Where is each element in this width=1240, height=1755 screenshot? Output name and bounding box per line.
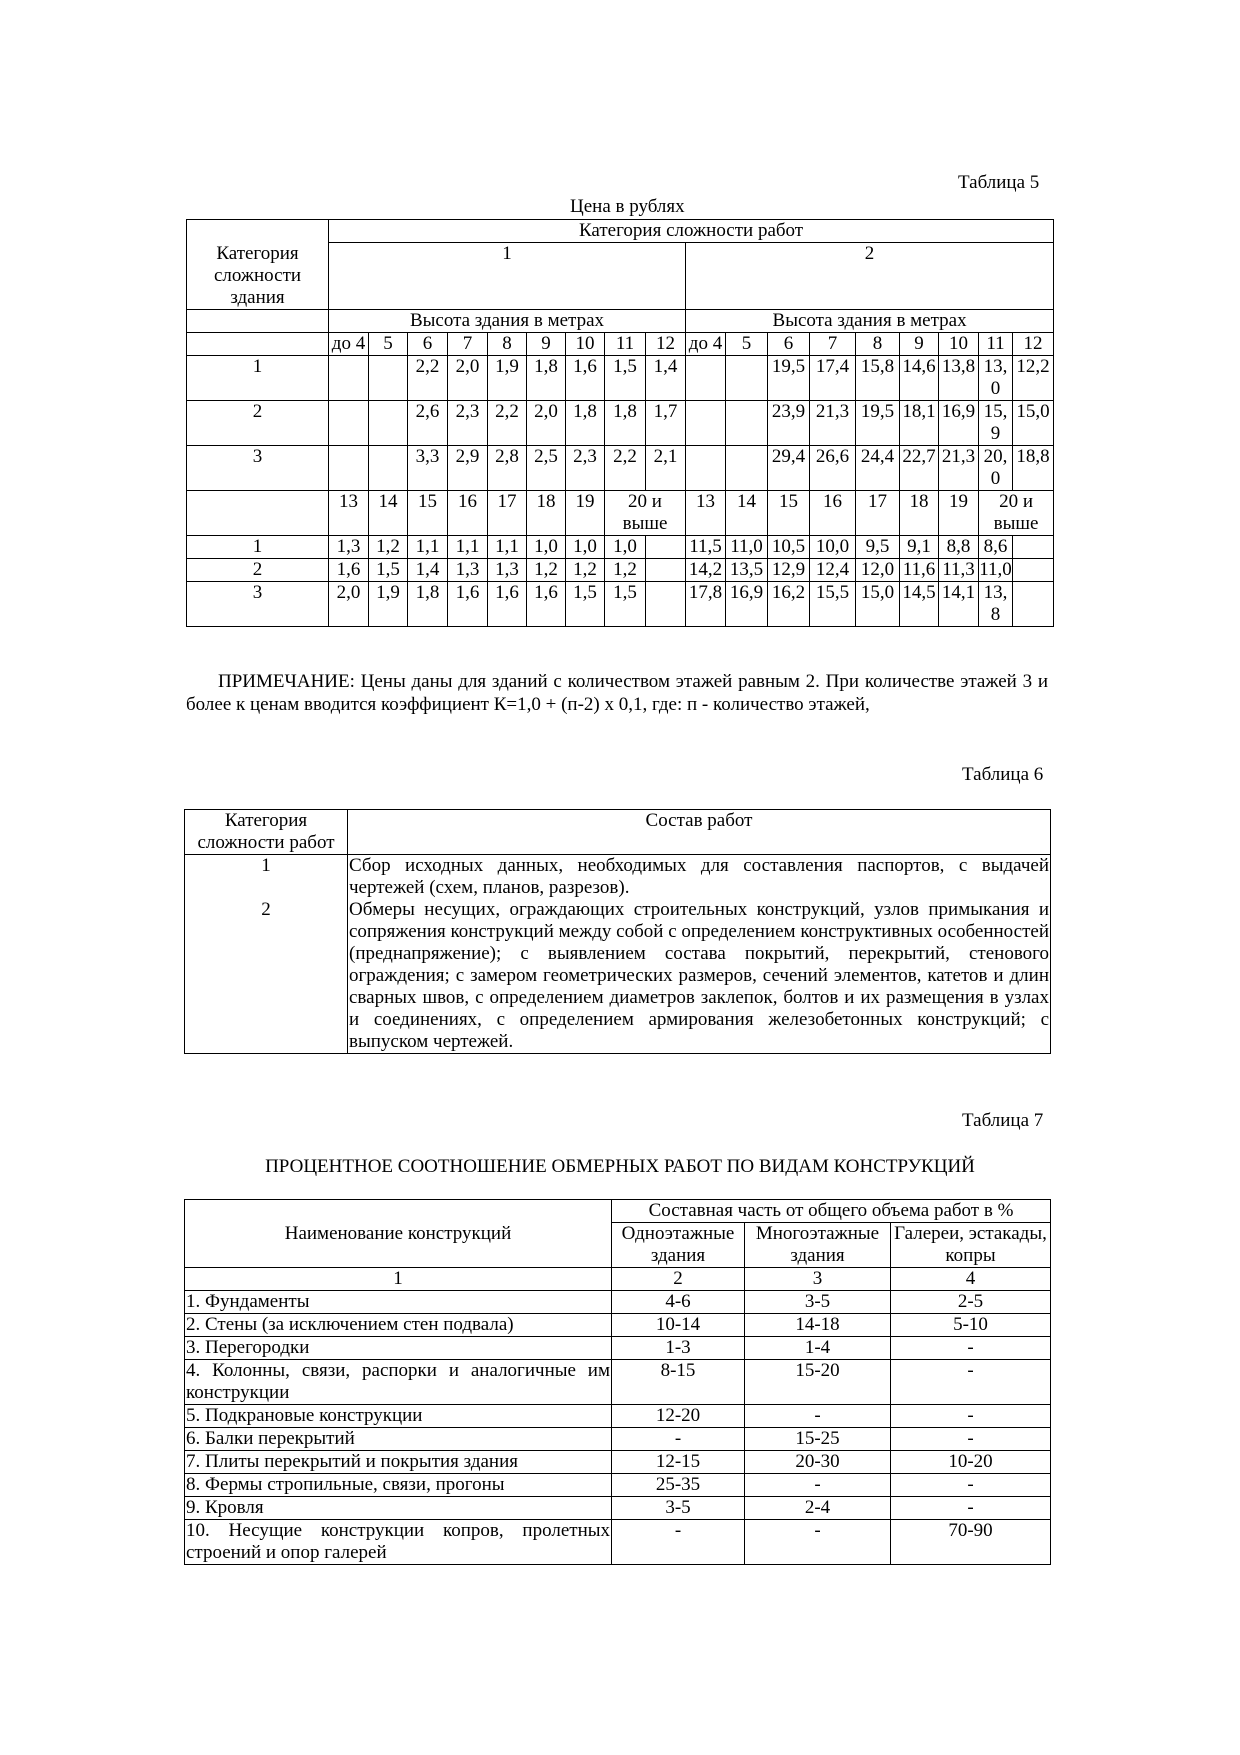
- t5-price-cell: [369, 400, 408, 445]
- t6-header-composition: Состав работ: [348, 810, 1051, 855]
- t5-height: 20 и выше: [979, 490, 1054, 535]
- t5-row-category: 2: [187, 558, 329, 581]
- t5-price-cell: 12,9: [768, 558, 810, 581]
- t5-price-cell: 14,1: [939, 581, 979, 626]
- t5-height: 5: [726, 332, 768, 355]
- t5-price-cell: 21,3: [939, 445, 979, 490]
- t5-row-category: 2: [187, 400, 329, 445]
- t7-row-galleries: 70-90: [891, 1520, 1051, 1565]
- t7-row-name: 4. Колонны, связи, распорки и аналогичные им конструкции: [186, 1360, 610, 1403]
- t5-price-cell: 2,9: [448, 445, 488, 490]
- t5-price-cell: 19,5: [856, 400, 900, 445]
- t5-price-cell: 12,0: [856, 558, 900, 581]
- t5-height: 8: [488, 332, 527, 355]
- t5-price-cell: 1,0: [566, 535, 605, 558]
- table-row: [187, 535, 1054, 558]
- table-row: [185, 1360, 1051, 1405]
- t7-row-galleries: -: [891, 1428, 1051, 1451]
- t7-row-single-storey: 12-15: [612, 1451, 745, 1474]
- t7-row-single-storey: -: [612, 1428, 745, 1451]
- t5-height: 13: [329, 490, 369, 535]
- t5-price-cell: 16,9: [726, 581, 768, 626]
- t5-price-cell: [646, 535, 686, 558]
- t5-header-col2: 2: [686, 243, 1054, 310]
- t5-height: 17: [488, 490, 527, 535]
- t5-price-cell: 1,7: [646, 400, 686, 445]
- t5-price-cell: 2,0: [527, 400, 566, 445]
- t5-price-cell: 22,7: [900, 445, 939, 490]
- t5-price-cell: 2,0: [329, 581, 369, 626]
- t5-price-cell: 1,3: [488, 558, 527, 581]
- table-row: [187, 355, 1054, 400]
- t5-price-cell: 1,2: [605, 558, 646, 581]
- t5-price-cell: 1,8: [527, 355, 566, 400]
- t5-price-cell: 1,2: [566, 558, 605, 581]
- t5-height: 14: [726, 490, 768, 535]
- t5-height: 11: [979, 332, 1013, 355]
- t5-price-cell: 14,2: [686, 558, 726, 581]
- t5-price-cell: 2,5: [527, 445, 566, 490]
- table-row: [185, 1291, 1051, 1314]
- t5-price-cell: 1,3: [448, 558, 488, 581]
- t5-price-cell: 1,1: [408, 535, 448, 558]
- t5-price-cell: 14,5: [900, 581, 939, 626]
- t5-price-cell: [686, 400, 726, 445]
- t5-price-cell: 16,2: [768, 581, 810, 626]
- t5-price-cell: 8,6: [979, 535, 1013, 558]
- t5-price-cell: 1,9: [369, 581, 408, 626]
- t5-height: 17: [856, 490, 900, 535]
- t7-row-single-storey: 8-15: [612, 1360, 745, 1405]
- t5-price-cell: 2,3: [566, 445, 605, 490]
- t5-price-cell: 12,2: [1013, 355, 1054, 400]
- t5-price-cell: 15,9: [979, 400, 1013, 445]
- t6-header-category: Категория сложности работ: [185, 810, 348, 855]
- table-row: [185, 1428, 1051, 1451]
- t5-price-cell: 14,6: [900, 355, 939, 400]
- t7-row-galleries: -: [891, 1360, 1051, 1405]
- t5-price-cell: 1,4: [408, 558, 448, 581]
- t7-col-number: 3: [745, 1268, 891, 1291]
- t5-price-cell: 9,1: [900, 535, 939, 558]
- t5-price-cell: 2,1: [646, 445, 686, 490]
- t5-price-cell: [686, 355, 726, 400]
- t5-price-cell: 10,5: [768, 535, 810, 558]
- t5-price-cell: 13,8: [939, 355, 979, 400]
- t7-row-multi-storey: 3-5: [745, 1291, 891, 1314]
- t7-row-name: 3. Перегородки: [185, 1337, 612, 1360]
- t5-price-cell: [1013, 558, 1054, 581]
- table6: [184, 809, 1051, 1054]
- t5-price-cell: 18,1: [900, 400, 939, 445]
- t7-row-name: 2. Стены (за исключением стен подвала): [185, 1314, 612, 1337]
- table-row: [185, 1497, 1051, 1520]
- t5-price-cell: 23,9: [768, 400, 810, 445]
- t5-price-cell: [369, 445, 408, 490]
- t5-height: 16: [448, 490, 488, 535]
- t5-height: 8: [856, 332, 900, 355]
- t5-height: 10: [939, 332, 979, 355]
- table5: [186, 219, 1054, 627]
- t5-price-cell: 11,0: [979, 558, 1012, 580]
- t7-row-galleries: -: [891, 1474, 1051, 1497]
- t5-price-cell: 11,0: [726, 535, 768, 558]
- table-row: [187, 445, 1054, 490]
- t5-height: 10: [566, 332, 605, 355]
- table7-title: ПРОЦЕНТНОЕ СООТНОШЕНИЕ ОБМЕРНЫХ РАБОТ ПО ВИДАМ КОНСТРУКЦИЙ: [265, 1156, 975, 1177]
- t5-price-cell: 1,5: [566, 581, 605, 626]
- t5-price-cell: 1,5: [369, 558, 408, 581]
- t5-price-cell: 1,1: [488, 535, 527, 558]
- t7-row-name: 9. Кровля: [185, 1497, 612, 1520]
- t5-price-cell: 1,6: [448, 581, 488, 626]
- t5-price-cell: [726, 355, 768, 400]
- t5-height-header-2: Высота здания в метрах: [686, 309, 1054, 332]
- t7-row-galleries: -: [891, 1337, 1051, 1360]
- t5-rows-a: [187, 355, 1054, 490]
- t5-price-cell: 1,2: [369, 535, 408, 558]
- t7-row-multi-storey: 14-18: [745, 1314, 891, 1337]
- t5-height: до 4: [329, 332, 369, 355]
- t5-price-cell: 15,5: [810, 581, 856, 626]
- t5-price-cell: 29,4: [768, 445, 810, 490]
- t7-header-name: Наименование конструкций: [185, 1200, 612, 1268]
- t5-rows-b: [187, 535, 1054, 626]
- t5-row-category: 1: [187, 355, 329, 400]
- t5-height: 9: [900, 332, 939, 355]
- t5-price-cell: [1013, 581, 1054, 626]
- t5-price-cell: 1,5: [605, 355, 646, 400]
- t7-row-multi-storey: 2-4: [745, 1497, 891, 1520]
- t7-row-single-storey: 25-35: [612, 1474, 745, 1497]
- table6-label: Таблица 6: [962, 764, 1044, 785]
- t5-height: 9: [527, 332, 566, 355]
- t5-price-cell: 2,3: [448, 400, 488, 445]
- t5-height-header-1: Высота здания в метрах: [329, 309, 686, 332]
- t7-row-galleries: 2-5: [891, 1291, 1051, 1314]
- t5-price-cell: 26,6: [810, 445, 856, 490]
- t5-price-cell: 10,0: [810, 535, 856, 558]
- t7-row-single-storey: -: [612, 1520, 745, 1565]
- t5-price-cell: [726, 445, 768, 490]
- table-row: [187, 400, 1054, 445]
- t5-price-cell: 2,6: [408, 400, 448, 445]
- t5-price-cell: 15,0: [1013, 400, 1054, 445]
- t7-row-multi-storey: -: [745, 1520, 891, 1565]
- t5-price-cell: 17,8: [686, 581, 726, 626]
- t5-height: 12: [646, 332, 686, 355]
- t7-col-number: 2: [612, 1268, 745, 1291]
- t7-row-single-storey: 10-14: [612, 1314, 745, 1337]
- t7-row-single-storey: 1-3: [612, 1337, 745, 1360]
- t5-price-cell: 11,3: [939, 558, 979, 581]
- t5-height: 19: [939, 490, 979, 535]
- t5-price-cell: 2,2: [408, 355, 448, 400]
- t5-price-cell: 2,8: [488, 445, 527, 490]
- t6-row-category: 2: [185, 899, 348, 1054]
- t5-height: 15: [408, 490, 448, 535]
- t5-price-cell: 1,6: [527, 581, 566, 626]
- t5-empty: [187, 309, 329, 332]
- table-row: [187, 581, 1054, 626]
- t5-price-cell: 1,3: [329, 535, 369, 558]
- t7-row-single-storey: 4-6: [612, 1291, 745, 1314]
- t7-row-multi-storey: 15-25: [745, 1428, 891, 1451]
- t5-price-cell: 1,0: [605, 535, 646, 558]
- t5-price-cell: 24,4: [856, 445, 900, 490]
- t7-row-galleries: -: [891, 1497, 1051, 1520]
- t7-row-single-storey: 3-5: [612, 1497, 745, 1520]
- t5-price-cell: 12,4: [810, 558, 856, 581]
- t6-row-text: Обмеры несущих, ограждающих строительных конструкций, узлов примыкания и сопряжения конструкций между собой с определением конструктивных особенностей (преднапряжение); с выявлением состава покрытий, перекрытий, стенового ограждения; с замером геометрических размеров, сечений элементов, катетов и длин сварных швов, с определением диаметров заклепок, болтов и их размещения в узлах и соединениях, с определением армирования железобетонных конструкций; с выпуском чертежей.: [349, 899, 1049, 1052]
- table7: [184, 1199, 1051, 1565]
- t7-rows: [185, 1291, 1051, 1565]
- t7-row-multi-storey: 1-4: [745, 1337, 891, 1360]
- t5-price-cell: 2,2: [605, 445, 646, 490]
- t5-price-cell: [646, 558, 686, 581]
- t5-price-cell: 1,1: [448, 535, 488, 558]
- table-row: [185, 1314, 1051, 1337]
- t7-row-name: 6. Балки перекрытий: [185, 1428, 612, 1451]
- t5-header-complexity: Категория сложности работ: [329, 220, 1054, 243]
- t5-price-cell: 1,4: [646, 355, 686, 400]
- t7-row-multi-storey: 20-30: [745, 1451, 891, 1474]
- t5-price-cell: 1,0: [527, 535, 566, 558]
- t5-header-building-category: Категория сложности здания: [187, 243, 329, 310]
- t5-header-col1: 1: [329, 243, 686, 310]
- t7-row-name: 5. Подкрановые конструкции: [185, 1405, 612, 1428]
- t5-height: до 4: [686, 332, 726, 355]
- table-row: [185, 1520, 1051, 1565]
- t5-price-cell: 11,5: [686, 535, 726, 558]
- t5-height: 7: [810, 332, 856, 355]
- t5-price-cell: 16,9: [939, 400, 979, 445]
- t5-price-cell: 13,0: [979, 355, 1013, 400]
- table5-caption: Цена в рублях: [570, 196, 685, 217]
- table-row: [187, 558, 1054, 581]
- t5-price-cell: 2,2: [488, 400, 527, 445]
- t5-price-cell: 20,0: [979, 445, 1013, 490]
- t5-price-cell: 1,6: [566, 355, 605, 400]
- t5-price-cell: [1013, 535, 1054, 558]
- t7-col-number: 1: [185, 1268, 612, 1291]
- t5-price-cell: 8,8: [939, 535, 979, 558]
- t5-height: 20 и выше: [605, 490, 686, 535]
- t5-price-cell: 1,8: [566, 400, 605, 445]
- t5-empty: [187, 332, 329, 355]
- t7-col-number: 4: [891, 1268, 1051, 1291]
- t6-row-text: Сбор исходных данных, необходимых для составления паспортов, с выдачей чертежей (схем, планов, разрезов).: [349, 855, 1049, 898]
- t5-price-cell: 1,5: [605, 581, 646, 626]
- t5-price-cell: 13,8: [979, 581, 1013, 626]
- t5-price-cell: 1,2: [527, 558, 566, 581]
- t7-row-galleries: 10-20: [891, 1451, 1051, 1474]
- table-row: [185, 1405, 1051, 1428]
- t5-price-cell: [726, 400, 768, 445]
- t5-height: 13: [686, 490, 726, 535]
- t5-row-category: 3: [187, 445, 329, 490]
- t7-header-share: Составная часть от общего объема работ в %: [612, 1200, 1051, 1223]
- t7-row-name: 7. Плиты перекрытий и покрытия здания: [185, 1451, 612, 1474]
- t5-price-cell: 19,5: [768, 355, 810, 400]
- t7-row-name: 8. Фермы стропильные, связи, прогоны: [185, 1474, 612, 1497]
- t5-price-cell: 1,8: [605, 400, 646, 445]
- t5-price-cell: 17,4: [810, 355, 856, 400]
- t5-price-cell: 21,3: [810, 400, 856, 445]
- t5-price-cell: 11,6: [900, 558, 939, 581]
- t5-height: 14: [369, 490, 408, 535]
- t5-price-cell: 13,5: [726, 558, 768, 581]
- t7-row-galleries: -: [891, 1405, 1051, 1428]
- t5-height: 6: [408, 332, 448, 355]
- table-row: [185, 1451, 1051, 1474]
- t5-height: 18: [900, 490, 939, 535]
- t7-row-name: 10. Несущие конструкции копров, пролетных строений и опор галерей: [186, 1520, 610, 1563]
- t6-row-category: 1: [185, 855, 348, 900]
- t7-row-multi-storey: -: [745, 1474, 891, 1497]
- t7-row-multi-storey: 15-20: [745, 1360, 891, 1405]
- t5-height: 6: [768, 332, 810, 355]
- t5-price-cell: 9,5: [856, 535, 900, 558]
- t5-price-cell: [646, 581, 686, 626]
- t5-height: 19: [566, 490, 605, 535]
- t5-price-cell: 18,8: [1013, 445, 1054, 490]
- t7-row-single-storey: 12-20: [612, 1405, 745, 1428]
- t5-height: 7: [448, 332, 488, 355]
- t5-empty: [187, 490, 329, 535]
- t5-row-category: 1: [187, 535, 329, 558]
- t5-price-cell: [329, 400, 369, 445]
- price-note: ПРИМЕЧАНИЕ: Цены даны для зданий с количеством этажей равным 2. При количестве этажей 3 и более к ценам вводится коэффициент К=1,0 + (п-2) х 0,1, где: п - количество этажей,: [186, 671, 1048, 715]
- t5-height: 15: [768, 490, 810, 535]
- t5-price-cell: 1,6: [488, 581, 527, 626]
- t5-price-cell: [369, 355, 408, 400]
- t5-price-cell: 1,6: [329, 558, 369, 581]
- t7-row-name: 1. Фундаменты: [185, 1291, 612, 1314]
- t5-corner: [187, 220, 329, 243]
- t5-price-cell: 3,3: [408, 445, 448, 490]
- t5-row-category: 3: [187, 581, 329, 626]
- table5-label: Таблица 5: [958, 172, 1040, 193]
- t5-price-cell: 1,9: [488, 355, 527, 400]
- table-row: [185, 1337, 1051, 1360]
- table7-label: Таблица 7: [962, 1110, 1044, 1131]
- t5-height: 11: [605, 332, 646, 355]
- t5-price-cell: [329, 445, 369, 490]
- t5-price-cell: 1,8: [408, 581, 448, 626]
- t7-header-col: Многоэтажные здания: [745, 1223, 891, 1268]
- t5-price-cell: [329, 355, 369, 400]
- t5-height: 5: [369, 332, 408, 355]
- t7-row-multi-storey: -: [745, 1405, 891, 1428]
- t7-header-col: Одноэтажные здания: [612, 1223, 745, 1268]
- t5-height: 18: [527, 490, 566, 535]
- t5-height: 16: [810, 490, 856, 535]
- t7-header-col: Галереи, эстакады, копры: [891, 1223, 1051, 1268]
- t5-price-cell: 15,8: [856, 355, 900, 400]
- table-row: [185, 1474, 1051, 1497]
- t7-row-galleries: 5-10: [891, 1314, 1051, 1337]
- t5-price-cell: [686, 445, 726, 490]
- t5-price-cell: 15,0: [856, 581, 900, 626]
- t5-height: 12: [1013, 332, 1054, 355]
- t5-price-cell: 2,0: [448, 355, 488, 400]
